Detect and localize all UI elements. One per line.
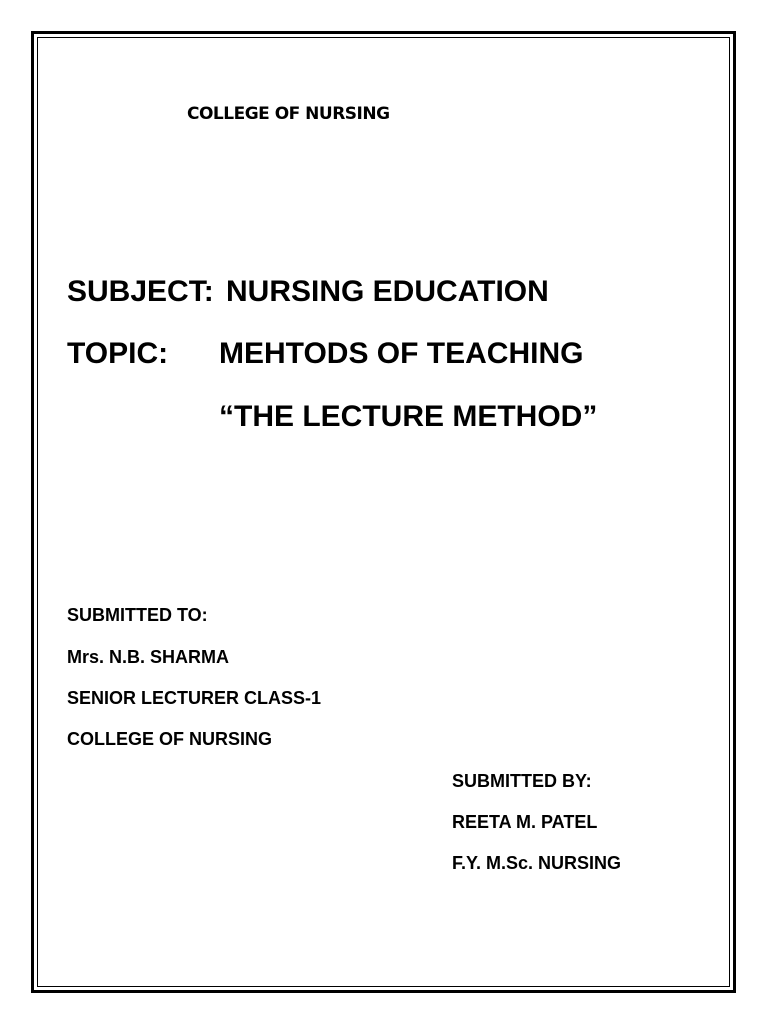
submitted-to-name: Mrs. N.B. SHARMA (67, 647, 230, 667)
college-header (187, 104, 390, 124)
submitted-to-designation: SENIOR LECTURER CLASS-1 (67, 688, 322, 708)
college-header-text: COLLEGE OF NURSING (187, 104, 390, 124)
submitted-by-course: F.Y. M.Sc. NURSING (452, 853, 622, 873)
page-border (31, 31, 736, 993)
submitted-by-heading: SUBMITTED BY: (452, 771, 592, 791)
topic-subtitle: “THE LECTURE METHOD” (219, 400, 598, 433)
topic-value: MEHTODS OF TEACHING (219, 337, 584, 370)
submitted-to-institution: COLLEGE OF NURSING (67, 729, 273, 749)
topic-label: TOPIC: (67, 337, 169, 370)
submitted-by-name: REETA M. PATEL (452, 812, 598, 832)
subject-label: SUBJECT: (67, 275, 214, 308)
subject-value: NURSING EDUCATION (226, 275, 549, 308)
submitted-to-heading: SUBMITTED TO: (67, 605, 208, 625)
